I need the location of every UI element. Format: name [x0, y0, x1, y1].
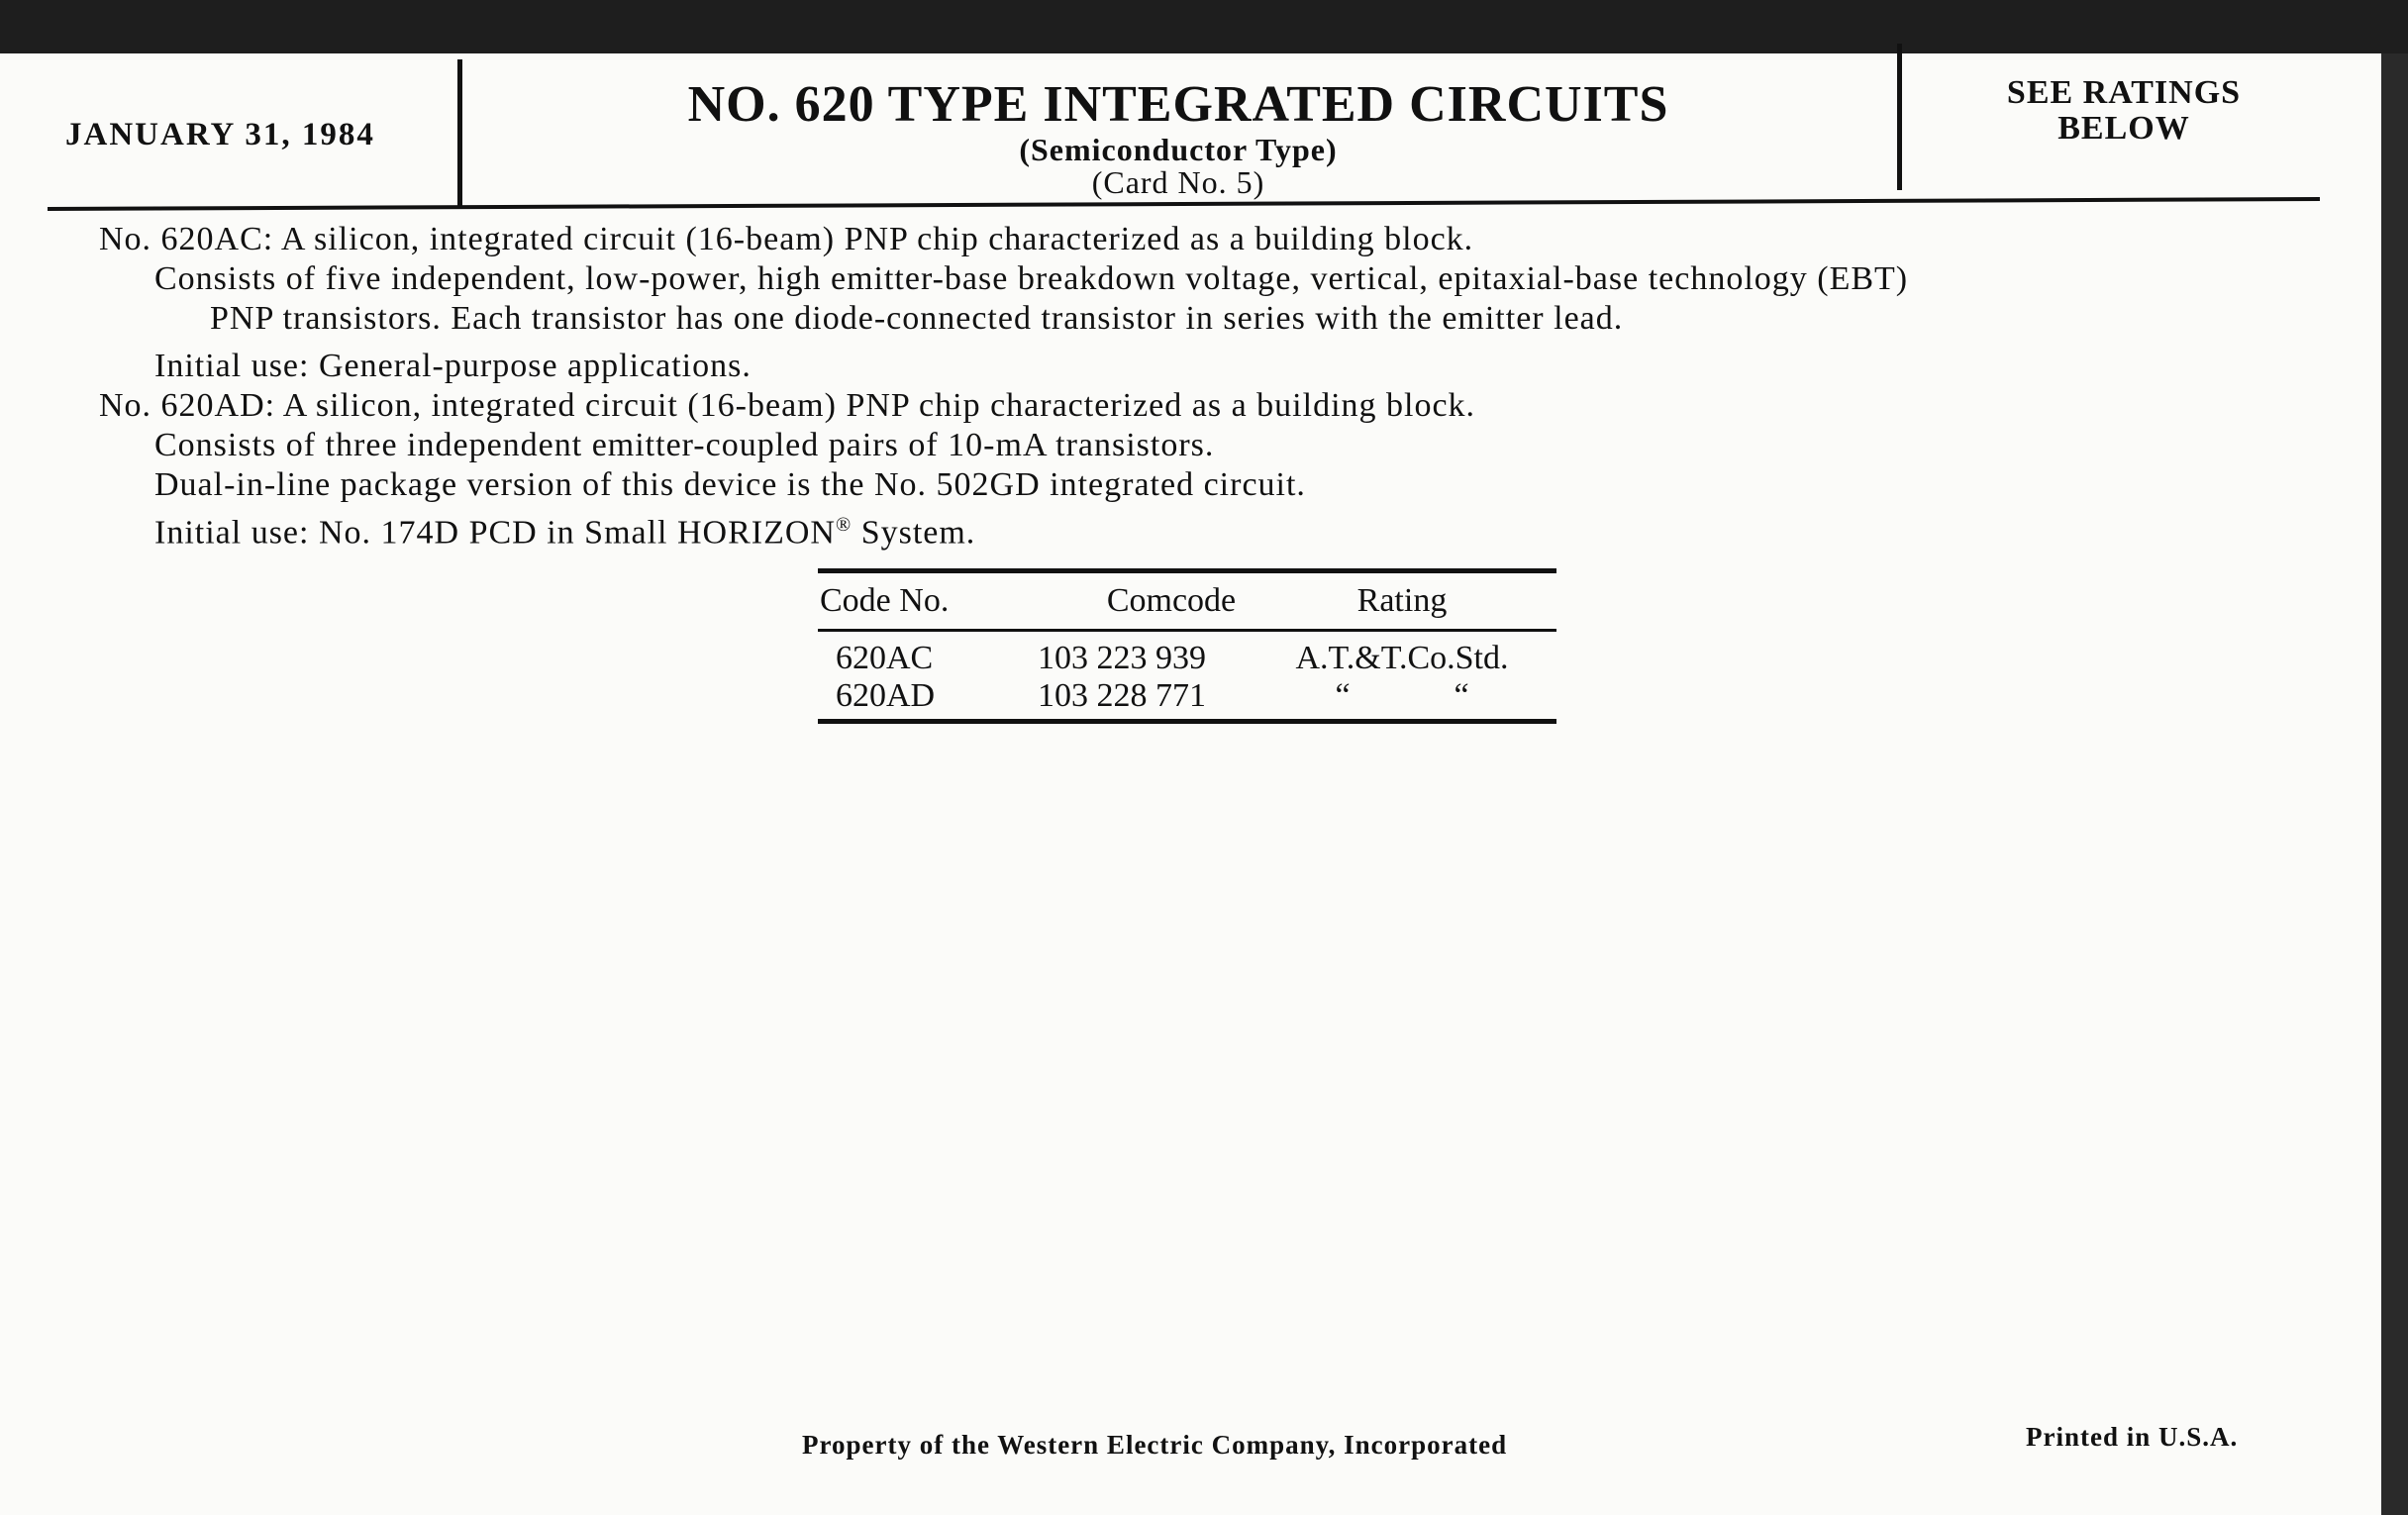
page-subtitle: (Semiconductor Type)	[1019, 132, 1338, 167]
footer-property: Property of the Western Electric Company, Incorporated	[802, 1430, 1508, 1460]
footer-printed: Printed in U.S.A.	[2026, 1422, 2239, 1452]
table-body	[818, 632, 1556, 719]
see-ratings-line2: BELOW	[2057, 110, 2190, 147]
header-date: JANUARY 31, 1984	[65, 117, 375, 152]
description-body	[99, 220, 2317, 553]
ac-consists-continued: PNP transistors. Each transistor has one diode-connected transistor in series with the emitter lead.	[210, 300, 1624, 337]
ac-consists-line: Consists of five independent, low-power, high emitter-base breakdown voltage, vertical, epitaxial-base technology (EBT)	[154, 260, 1909, 297]
ad-initial-use-end: System.	[852, 514, 976, 552]
ad-title-line: No. 620AD: A silicon, integrated circuit (16-beam) PNP chip characterized as a building block.	[99, 387, 1476, 424]
table-header-row	[818, 573, 1556, 629]
ditto-mark: “	[1335, 677, 1351, 714]
header-divider-right	[1897, 44, 1902, 190]
ad-package-line: Dual-in-line package version of this device is the No. 502GD integrated circuit.	[154, 466, 1306, 503]
cell-rating-ditto	[1273, 677, 1531, 715]
ratings-table	[818, 568, 1556, 724]
cell-code: 620AC	[836, 640, 934, 676]
ad-initial-use-text: Initial use: No. 174D PCD in Small HORIZON	[154, 514, 836, 552]
page-title: NO. 620 TYPE INTEGRATED CIRCUITS	[687, 76, 1669, 133]
column-header-code: Code No.	[820, 582, 950, 619]
column-header-rating: Rating	[1356, 582, 1448, 619]
cell-code: 620AD	[836, 677, 936, 714]
see-ratings-line1: SEE RATINGS	[2006, 74, 2242, 111]
registered-mark: ®	[835, 514, 853, 536]
header-divider-left	[457, 59, 462, 208]
table-row	[818, 640, 1556, 677]
see-ratings-note	[1911, 75, 2337, 147]
cell-rating: A.T.&T.Co.Std.	[1295, 640, 1509, 676]
ad-consists-line: Consists of three independent emitter-coupled pairs of 10-mA transistors.	[154, 427, 1215, 463]
ac-initial-use: Initial use: General-purpose applications.	[154, 348, 752, 384]
ad-initial-use	[99, 505, 2317, 553]
cell-comcode: 103 228 771	[1038, 677, 1206, 714]
card-number: (Card No. 5)	[1091, 164, 1265, 200]
scan-edge	[2381, 53, 2408, 1515]
table-row	[818, 677, 1556, 715]
ac-title-line: No. 620AC: A silicon, integrated circuit (16-beam) PNP chip characterized as a building block.	[99, 221, 1474, 257]
column-header-comcode: Comcode	[1106, 582, 1237, 619]
cell-comcode: 103 223 939	[1038, 640, 1206, 676]
ditto-mark: “	[1454, 677, 1469, 714]
table-bottom-rule	[818, 719, 1556, 724]
